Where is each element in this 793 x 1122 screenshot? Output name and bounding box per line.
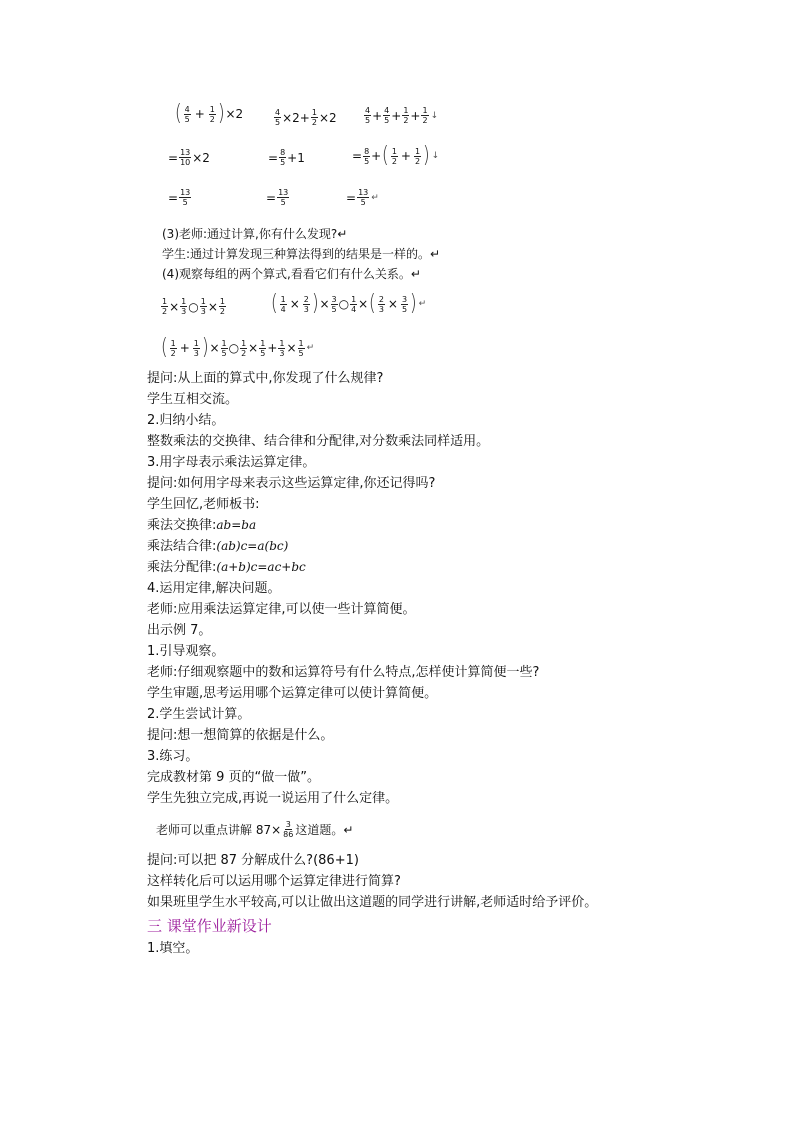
expr-r2b: = $\frac{8}{5}$ +1: [268, 148, 305, 167]
expr-r3b: = $\frac{13}{5}$: [266, 188, 289, 207]
text-line: 完成教材第 9 页的“做一做”。: [147, 770, 321, 785]
text-line: 老师:应用乘法运算定律,可以使一些计算简便。: [147, 602, 416, 617]
expr-g3: ( $\frac{1}{2}$ + $\frac{1}{3}$ ) × $\frac{1}{5}$ ○ $\frac{1}{2}$ × $\frac{1}{5}$ + $\frac{1}{3}$ × $\frac{1}{5}$ ↵: [160, 335, 315, 360]
text-line: 2.学生尝试计算。: [147, 707, 251, 722]
law-label: 乘法分配律:: [147, 560, 217, 575]
answer-3: 学生:通过计算发现三种算法得到的结果是一样的。↵: [162, 247, 441, 261]
law-commutative: [147, 517, 256, 534]
law-associative: [147, 538, 288, 555]
expr-r3a: = $\frac{13}{5}$: [168, 188, 191, 207]
expr-g2: ( $\frac{1}{4}$ × $\frac{2}{3}$ ) × $\frac{3}{5}$ ○ $\frac{1}{4}$ × ( $\frac{2}{3}$ × $\frac{3}{5}$ ) ↵: [270, 291, 427, 316]
text-line: 1.引导观察。: [147, 644, 225, 659]
text-line: 整数乘法的交换律、结合律和分配律,对分数乘法同样适用。: [147, 434, 490, 449]
section-heading: 三 课堂作业新设计: [147, 917, 272, 935]
text-line: 提问:可以把 87 分解成什么?(86+1): [147, 853, 359, 868]
question-3: (3)老师:通过计算,你有什么发现?↵: [162, 227, 348, 241]
law-label: 乘法结合律:: [147, 539, 217, 554]
law-formula: (ab)c=a(bc): [216, 539, 289, 553]
law-label: 乘法交换律:: [147, 518, 217, 533]
law-formula: (a+b)c=ac+bc: [216, 560, 306, 574]
text-line: 提问:从上面的算式中,你发现了什么规律?: [147, 371, 384, 386]
text-line: 3.练习。: [147, 749, 199, 764]
expr-r1a: ( $\frac{4}{5}$ + $\frac{1}{2}$ ) ×2: [174, 101, 244, 126]
text-line: 提问:如何用字母来表示这些运算定律,你还记得吗?: [147, 476, 436, 491]
text-line: 学生审题,思考运用哪个运算定律可以使计算简便。: [147, 686, 438, 701]
text-line: 2.归纳小结。: [147, 413, 225, 428]
text-line: 提问:想一想简算的依据是什么。: [147, 728, 334, 743]
text-line: 老师:仔细观察题中的数和运算符号有什么特点,怎样使计算简便一些?: [147, 665, 540, 680]
text-line: 学生互相交流。: [147, 392, 239, 407]
text-line: 学生回忆,老师板书:: [147, 497, 260, 512]
expr-example: 老师可以重点讲解 87× $\frac{3}{86}$ 这道题。↵: [156, 820, 354, 839]
text-line: 3.用字母表示乘法运算定律。: [147, 455, 316, 470]
law-formula: ab=ba: [216, 518, 257, 532]
expr-r1b: $\frac{4}{5}$ ×2+ $\frac{1}{2}$ ×2: [275, 108, 337, 127]
text-line: 这样转化后可以运用哪个运算定律进行简算?: [147, 874, 401, 889]
text-line: 1.填空。: [147, 941, 199, 956]
text-line: 如果班里学生水平较高,可以让做出这道题的同学进行讲解,老师适时给予评价。: [147, 895, 598, 910]
law-distributive: [147, 559, 306, 576]
text-line: 学生先独立完成,再说一说运用了什么定律。: [147, 791, 399, 806]
text-line: 出示例 7。: [147, 623, 212, 638]
expr-r2c: = $\frac{8}{5}$ + ( $\frac{1}{2}$ + $\frac{1}{2}$ ) ↓: [352, 143, 440, 168]
expr-r3c: = $\frac{13}{5}$ ↵: [346, 188, 379, 207]
expr-r1c: $\frac{4}{5}$ + $\frac{4}{5}$ + $\frac{1}{2}$ + $\frac{1}{2}$ ↓: [365, 106, 439, 125]
expr-g1: $\frac{1}{2}$ × $\frac{1}{3}$ ○ $\frac{1}{3}$ × $\frac{1}{2}$: [162, 297, 225, 316]
question-4: (4)观察每组的两个算式,看看它们有什么关系。↵: [162, 267, 421, 281]
text-line: 4.运用定律,解决问题。: [147, 581, 281, 596]
expr-r2a: = $\frac{13}{10}$ ×2: [168, 148, 210, 167]
